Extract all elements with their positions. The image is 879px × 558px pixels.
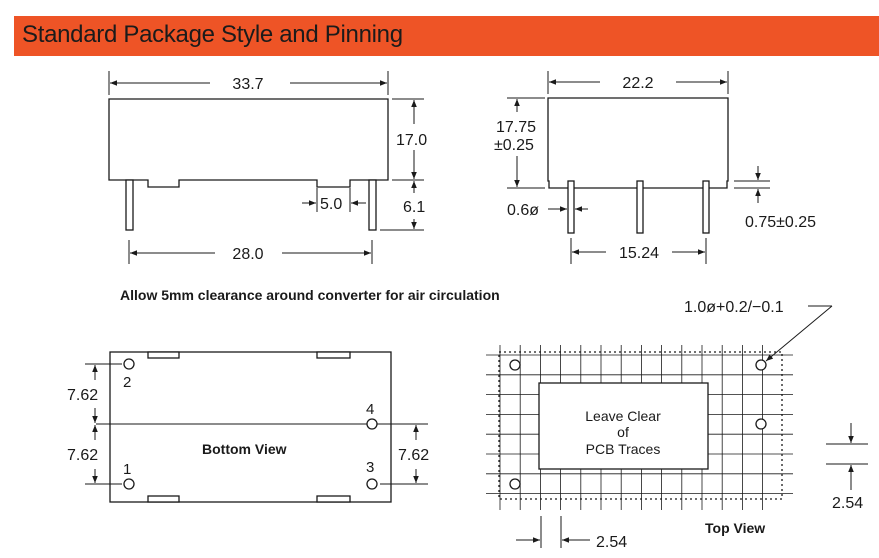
- pin-label-3: 3: [366, 459, 375, 476]
- dim-end-height: 17.75: [496, 119, 537, 136]
- bottom-view-title: Bottom View: [202, 441, 287, 457]
- pcb-hole: [510, 360, 520, 370]
- standoff-pad: [317, 352, 350, 358]
- side-view: [109, 71, 427, 264]
- standoff-pad: [148, 496, 179, 502]
- dim-pin-pitch: 15.24: [618, 245, 660, 262]
- end-view: [494, 71, 816, 264]
- dim-grid-pitch-y: 2.54: [832, 495, 864, 512]
- end-view-body: [548, 98, 728, 188]
- end-pin: [703, 181, 709, 233]
- top-view: [486, 299, 868, 551]
- pin-label-2: 2: [123, 374, 132, 391]
- side-pin-left: [126, 180, 133, 230]
- dim-standoff: 0.75±0.25: [745, 214, 817, 231]
- dim-width: 22.2: [622, 75, 654, 92]
- end-pin: [568, 181, 574, 233]
- pin-3-hole: [367, 479, 377, 489]
- bottom-view: [67, 352, 429, 502]
- top-view-title: Top View: [705, 520, 766, 536]
- dim-pin-length: 6.1: [403, 199, 426, 216]
- dim-height: 17.0: [396, 132, 428, 149]
- side-pin-right: [369, 180, 376, 230]
- pcb-hole: [756, 419, 766, 429]
- dim-pin-diameter: 0.6ø: [507, 202, 540, 219]
- pcb-hole: [510, 479, 520, 489]
- clearance-note: Allow 5mm clearance around converter for air circulation: [120, 287, 500, 303]
- bottom-view-body: [110, 352, 391, 502]
- dim-end-height-tolerance: ±0.25: [494, 137, 534, 154]
- dim-pin-spacing-lower: 7.62: [67, 447, 99, 464]
- end-pin: [637, 181, 643, 233]
- pin-1-hole: [124, 479, 134, 489]
- standoff-pad: [317, 496, 350, 502]
- standoff-pad: [148, 352, 179, 358]
- dim-pin-spacing-right: 7.62: [398, 447, 430, 464]
- pin-4-hole: [367, 419, 377, 429]
- dim-length: 33.7: [232, 76, 264, 93]
- keepout-line3: PCB Traces: [585, 441, 661, 457]
- pin-label-4: 4: [366, 401, 375, 418]
- dim-pin-spacing: 28.0: [232, 246, 264, 263]
- pin-label-1: 1: [123, 461, 132, 478]
- keepout-line2: of: [617, 424, 629, 440]
- side-view-body: [109, 99, 388, 187]
- dim-standoff-width: 5.0: [320, 196, 343, 213]
- hole-spec: 1.0ø+0.2/−0.1: [684, 299, 784, 316]
- pin-2-hole: [124, 359, 134, 369]
- section-title: Standard Package Style and Pinning: [22, 21, 403, 48]
- pcb-hole: [756, 360, 766, 370]
- dim-pin-spacing-upper: 7.62: [67, 387, 99, 404]
- keepout-line1: Leave Clear: [585, 408, 661, 424]
- dim-grid-pitch-x: 2.54: [596, 534, 628, 551]
